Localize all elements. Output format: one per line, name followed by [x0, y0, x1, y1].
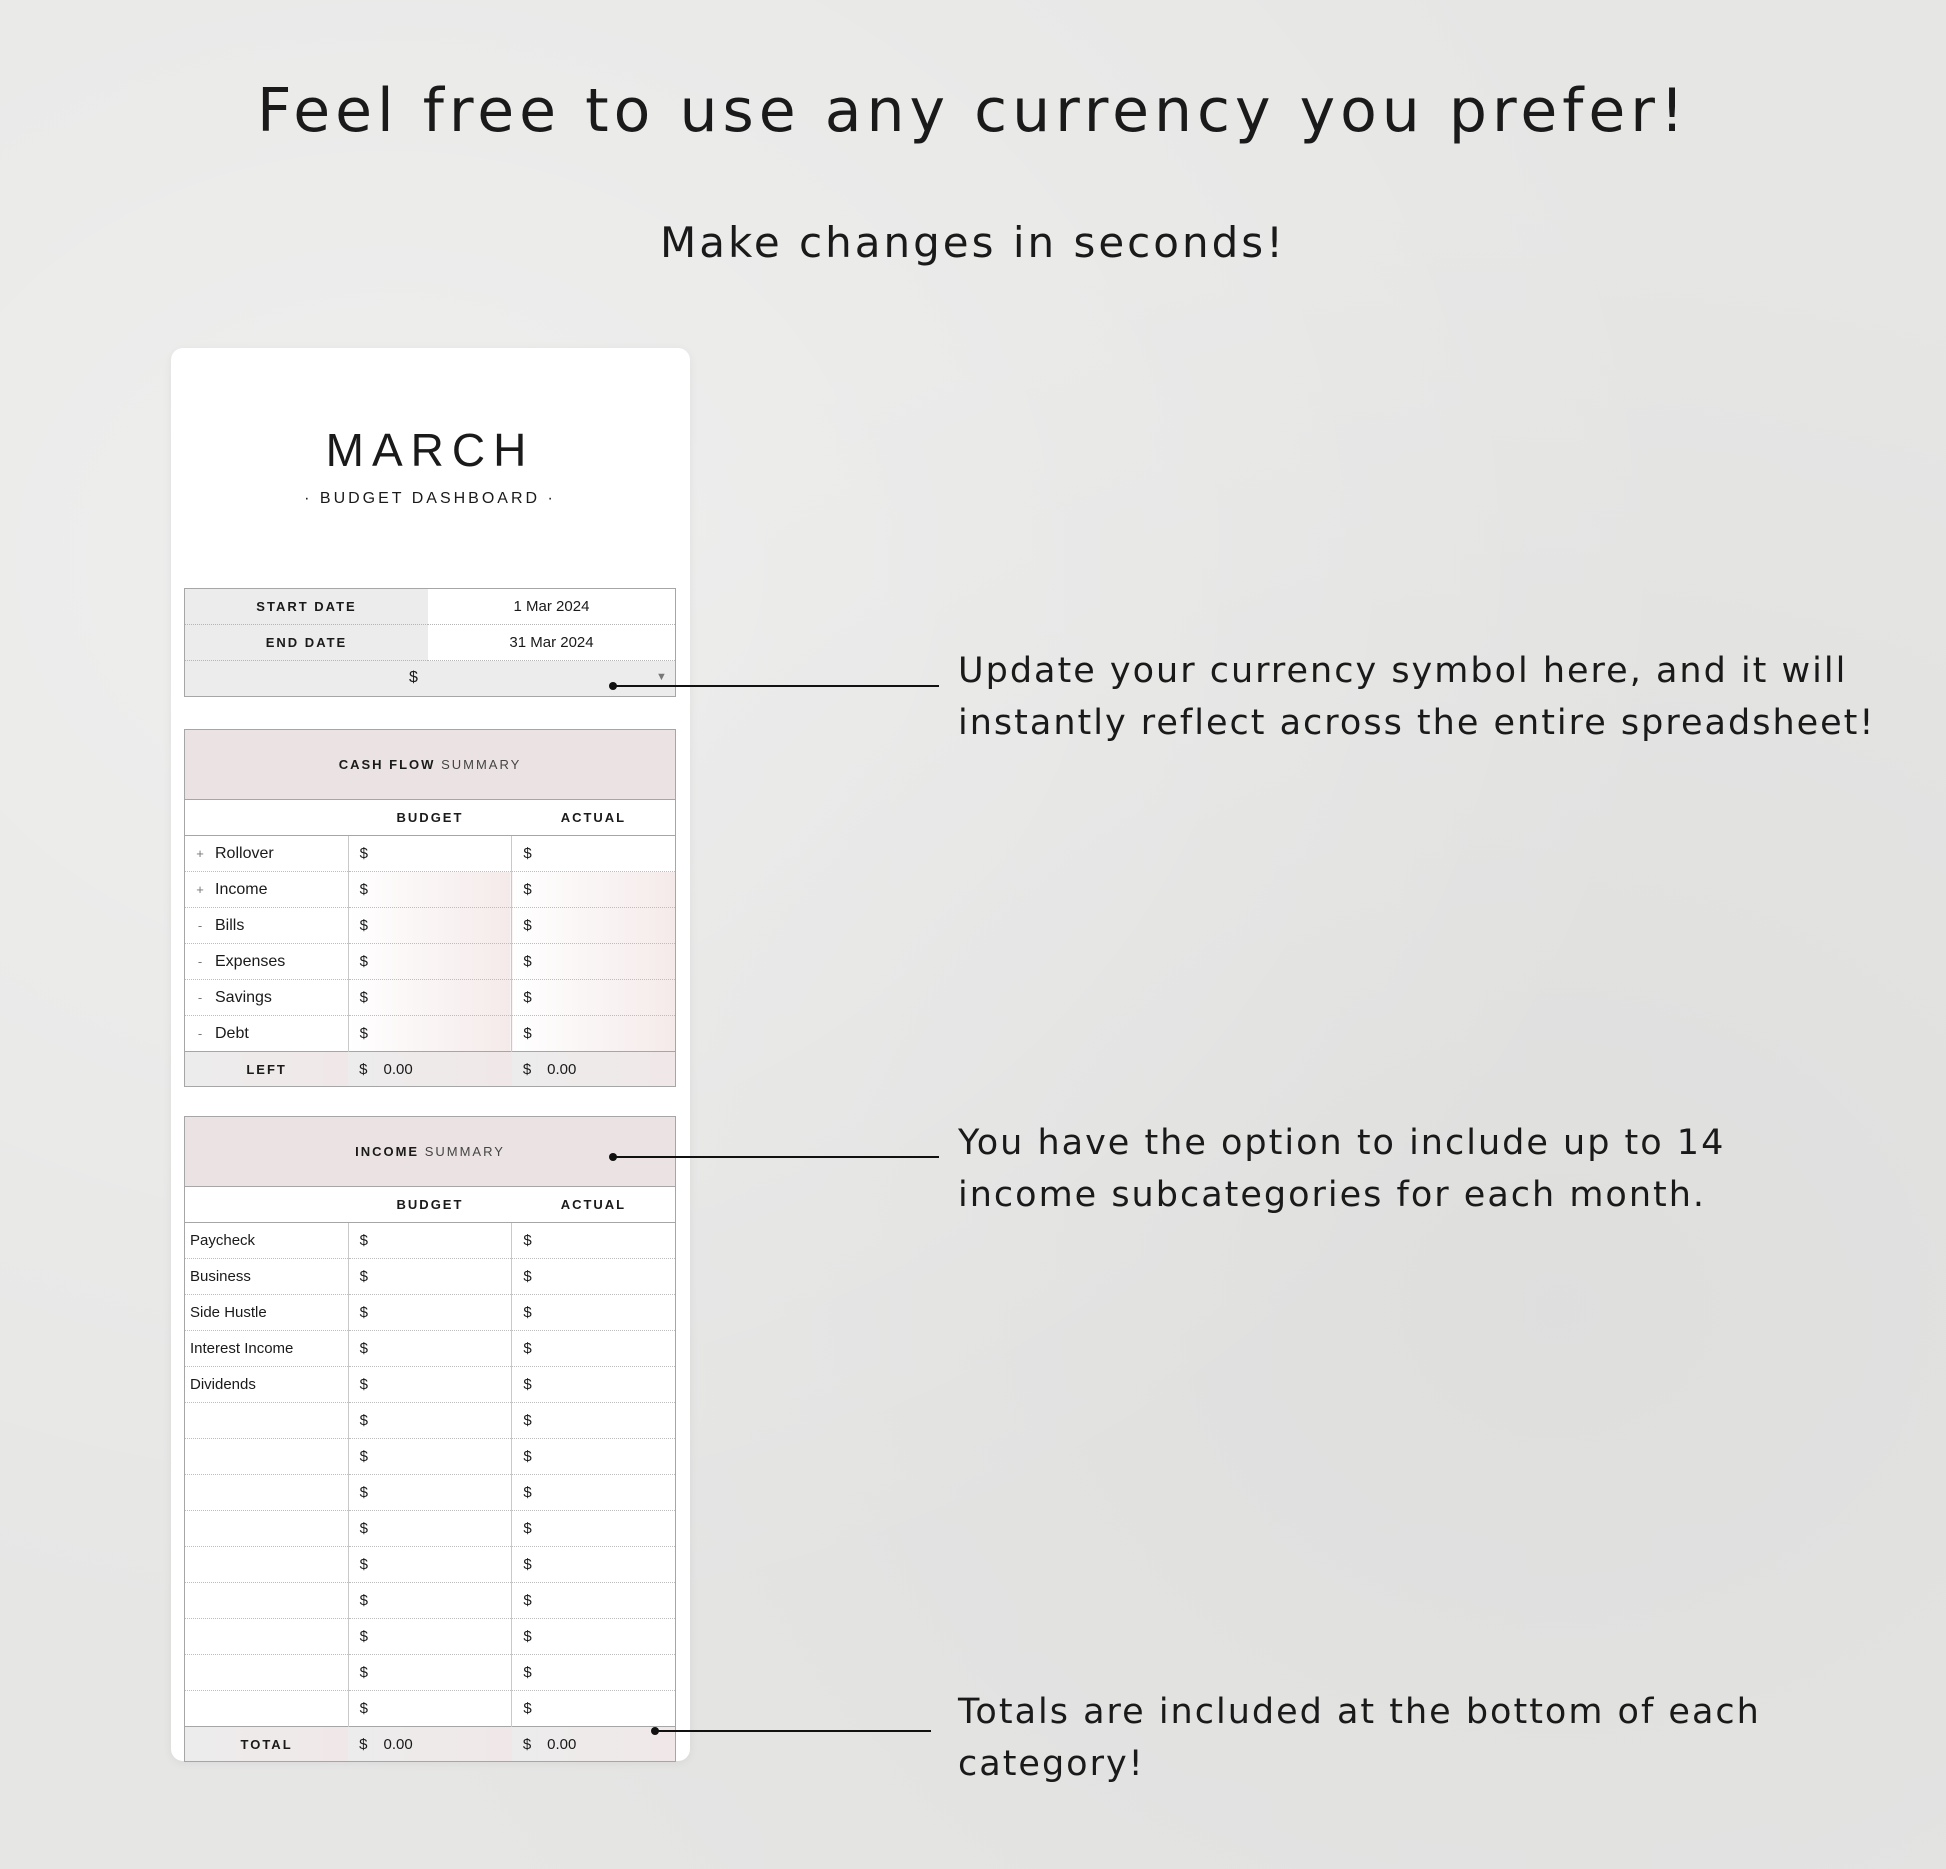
- currency-symbol: $: [523, 1591, 532, 1609]
- income-category-cell[interactable]: [185, 1439, 349, 1475]
- row-label: Side Hustle: [190, 1304, 267, 1321]
- income-column-header: [185, 1187, 676, 1223]
- income-title-light: SUMMARY: [424, 1144, 505, 1159]
- table-row: [185, 1403, 676, 1439]
- table-row: [185, 1367, 676, 1403]
- cash-flow-column-header: [185, 800, 676, 836]
- budget-dashboard-card: [171, 348, 690, 1761]
- sign: -: [197, 917, 203, 933]
- total-actual: 0.00: [547, 1735, 577, 1753]
- income-category-cell[interactable]: [185, 1403, 349, 1439]
- currency-symbol: $: [359, 1060, 368, 1078]
- row-label: Debt: [215, 1024, 249, 1042]
- note-totals: Totals are included at the bottom of each category!: [958, 1692, 1761, 1784]
- currency-symbol: $: [359, 1303, 368, 1321]
- total-budget: 0.00: [383, 1060, 413, 1078]
- callout-line-currency: [613, 685, 939, 687]
- sign: -: [197, 1025, 203, 1041]
- income-category-cell[interactable]: [185, 1655, 349, 1691]
- table-row: [185, 1619, 676, 1655]
- sign: -: [197, 953, 203, 969]
- row-label: Interest Income: [190, 1340, 294, 1357]
- currency-symbol: $: [523, 880, 532, 898]
- currency-symbol: $: [359, 1447, 368, 1465]
- currency-symbol: $: [359, 1519, 368, 1537]
- row-label: [185, 1484, 190, 1501]
- end-date-label: END DATE: [185, 625, 429, 661]
- currency-symbol: $: [359, 1483, 368, 1501]
- budget-cell[interactable]: [348, 1223, 512, 1259]
- actual-cell[interactable]: [512, 1403, 676, 1439]
- note-income: You have the option to include up to 14 income subcategories for each month.: [958, 1123, 1726, 1215]
- currency-symbol: $: [359, 1591, 368, 1609]
- end-date-input[interactable]: 31 Mar 2024: [428, 625, 676, 661]
- table-row: [185, 1475, 676, 1511]
- income-category-cell[interactable]: [185, 1295, 349, 1331]
- table-row: [185, 980, 676, 1016]
- currency-symbol: $: [359, 1663, 368, 1681]
- budget-cell[interactable]: [348, 1655, 512, 1691]
- currency-symbol: $: [523, 1519, 532, 1537]
- cash-flow-title-bold: CASH FLOW: [338, 757, 436, 772]
- start-date-row: [185, 589, 676, 625]
- income-total-row: [185, 1727, 676, 1762]
- col-actual: ACTUAL: [512, 1187, 676, 1223]
- currency-symbol: $: [359, 988, 368, 1006]
- row-label: [185, 1412, 190, 1429]
- currency-symbol: $: [359, 1411, 368, 1429]
- end-date-row: [185, 625, 676, 661]
- start-date-label: START DATE: [185, 589, 429, 625]
- table-row: [185, 1655, 676, 1691]
- budget-cell[interactable]: [348, 1691, 512, 1727]
- table-row: [185, 1691, 676, 1727]
- total-budget: 0.00: [383, 1735, 413, 1753]
- total-actual: 0.00: [547, 1060, 577, 1078]
- currency-symbol: $: [359, 1555, 368, 1573]
- currency-symbol: $: [523, 1375, 532, 1393]
- row-label: Bills: [215, 916, 245, 934]
- table-row: [185, 908, 676, 944]
- currency-symbol: $: [522, 1060, 532, 1078]
- table-row: [185, 1511, 676, 1547]
- currency-symbol: $: [359, 880, 368, 898]
- table-row: [185, 1331, 676, 1367]
- currency-symbol: $: [359, 1231, 368, 1249]
- row-label: [185, 1556, 190, 1573]
- currency-symbol: $: [359, 916, 368, 934]
- actual-cell[interactable]: [512, 1223, 676, 1259]
- income-category-cell[interactable]: [185, 1259, 349, 1295]
- currency-symbol: $: [523, 1699, 532, 1717]
- cash-flow-header: [185, 730, 676, 800]
- currency-symbol: $: [523, 916, 532, 934]
- date-table: [184, 588, 676, 697]
- actual-cell[interactable]: [512, 1475, 676, 1511]
- currency-symbol: $: [523, 952, 532, 970]
- income-category-cell[interactable]: [185, 1367, 349, 1403]
- budget-cell[interactable]: [348, 1331, 512, 1367]
- currency-row: [185, 661, 676, 697]
- income-summary: [184, 1116, 676, 1762]
- cash-flow-title-light: SUMMARY: [441, 757, 522, 772]
- sign: +: [196, 845, 204, 861]
- row-label: [185, 1592, 190, 1609]
- table-row: [185, 1295, 676, 1331]
- row-label: [185, 1520, 190, 1537]
- cash-flow-total-row: [185, 1052, 676, 1087]
- currency-symbol: $: [523, 1555, 532, 1573]
- actual-cell[interactable]: [512, 1259, 676, 1295]
- actual-cell[interactable]: [512, 872, 676, 908]
- table-row: [185, 944, 676, 980]
- currency-symbol: $: [523, 1483, 532, 1501]
- income-category-cell[interactable]: [185, 1475, 349, 1511]
- table-row: [185, 1583, 676, 1619]
- start-date-input[interactable]: 1 Mar 2024: [428, 589, 676, 625]
- note-currency: Update your currency symbol here, and it will instantly reflect across the entire spreadsheet!: [958, 651, 1876, 743]
- currency-symbol: $: [409, 669, 418, 686]
- table-row: [185, 1547, 676, 1583]
- actual-cell[interactable]: [512, 1016, 676, 1052]
- callout-line-totals: [655, 1730, 931, 1732]
- chevron-down-icon[interactable]: ▼: [656, 671, 667, 683]
- currency-symbol: $: [359, 1267, 368, 1285]
- currency-symbol: $: [523, 1024, 532, 1042]
- actual-cell[interactable]: [512, 1583, 676, 1619]
- actual-cell[interactable]: [512, 1619, 676, 1655]
- currency-symbol: $: [523, 1663, 532, 1681]
- budget-cell[interactable]: [348, 1583, 512, 1619]
- currency-symbol: $: [359, 844, 368, 862]
- currency-symbol: $: [359, 1375, 368, 1393]
- col-actual: ACTUAL: [512, 800, 676, 836]
- sign: -: [197, 989, 203, 1005]
- actual-cell[interactable]: [512, 944, 676, 980]
- table-row: [185, 1223, 676, 1259]
- callout-line-income: [613, 1156, 939, 1158]
- currency-symbol: $: [359, 952, 368, 970]
- sign: +: [196, 881, 204, 897]
- total-label: LEFT: [185, 1052, 349, 1087]
- budget-cell[interactable]: [348, 1619, 512, 1655]
- row-label: [185, 1664, 190, 1681]
- row-label: [185, 1700, 190, 1717]
- currency-symbol: $: [359, 1024, 368, 1042]
- dashboard-subtitle: · BUDGET DASHBOARD ·: [304, 490, 556, 507]
- table-row: [185, 1259, 676, 1295]
- currency-symbol: $: [359, 1699, 368, 1717]
- budget-cell[interactable]: [348, 944, 512, 980]
- budget-cell[interactable]: [348, 1511, 512, 1547]
- currency-symbol: $: [359, 1339, 368, 1357]
- currency-symbol: $: [523, 1339, 532, 1357]
- currency-dropdown[interactable]: [185, 661, 676, 697]
- currency-symbol: $: [523, 1231, 532, 1249]
- budget-cell[interactable]: [348, 1295, 512, 1331]
- currency-symbol: $: [523, 1627, 532, 1645]
- actual-cell[interactable]: [512, 980, 676, 1016]
- currency-symbol: $: [523, 844, 532, 862]
- income-category-cell[interactable]: [185, 1223, 349, 1259]
- currency-symbol: $: [523, 1447, 532, 1465]
- actual-cell[interactable]: [512, 1547, 676, 1583]
- budget-cell[interactable]: [348, 1439, 512, 1475]
- currency-symbol: $: [523, 1267, 532, 1285]
- col-budget: BUDGET: [348, 800, 512, 836]
- income-category-cell[interactable]: [185, 1511, 349, 1547]
- cash-flow-summary: [184, 729, 676, 1087]
- headline: Feel free to use any currency you prefer!: [256, 76, 1690, 146]
- budget-cell[interactable]: [348, 1403, 512, 1439]
- subheadline: Make changes in seconds!: [660, 218, 1286, 267]
- budget-cell[interactable]: [348, 1367, 512, 1403]
- actual-cell[interactable]: [512, 836, 676, 872]
- month-title: MARCH: [325, 424, 535, 476]
- budget-cell[interactable]: [348, 1259, 512, 1295]
- table-row: [185, 1016, 676, 1052]
- budget-cell[interactable]: [348, 1547, 512, 1583]
- income-category-cell[interactable]: [185, 1331, 349, 1367]
- row-label: Income: [215, 880, 268, 898]
- currency-symbol: $: [523, 1303, 532, 1321]
- table-row: [185, 1439, 676, 1475]
- currency-symbol: $: [523, 988, 532, 1006]
- actual-cell[interactable]: [512, 1331, 676, 1367]
- income-header: [185, 1117, 676, 1187]
- currency-symbol: $: [522, 1735, 532, 1753]
- row-label: [185, 1448, 190, 1465]
- row-label: Savings: [215, 988, 272, 1006]
- actual-cell[interactable]: [512, 1367, 676, 1403]
- currency-symbol: $: [523, 1411, 532, 1429]
- currency-symbol: $: [359, 1627, 368, 1645]
- row-label: [185, 1628, 190, 1645]
- budget-cell[interactable]: [348, 1475, 512, 1511]
- table-row: [185, 836, 676, 872]
- budget-cell[interactable]: [348, 1016, 512, 1052]
- actual-cell[interactable]: [512, 908, 676, 944]
- actual-cell[interactable]: [512, 1439, 676, 1475]
- income-category-cell[interactable]: [185, 1583, 349, 1619]
- actual-cell[interactable]: [512, 1295, 676, 1331]
- total-label: TOTAL: [185, 1727, 349, 1762]
- budget-cell[interactable]: [348, 872, 512, 908]
- row-label: Rollover: [215, 844, 274, 862]
- budget-cell[interactable]: [348, 836, 512, 872]
- income-category-cell[interactable]: [185, 1691, 349, 1727]
- income-category-cell[interactable]: [185, 1619, 349, 1655]
- budget-cell[interactable]: [348, 908, 512, 944]
- actual-cell[interactable]: [512, 1691, 676, 1727]
- col-budget: BUDGET: [348, 1187, 512, 1223]
- actual-cell[interactable]: [512, 1655, 676, 1691]
- row-label: Paycheck: [190, 1232, 256, 1249]
- income-category-cell[interactable]: [185, 1547, 349, 1583]
- row-label: Expenses: [215, 952, 286, 970]
- actual-cell[interactable]: [512, 1511, 676, 1547]
- currency-symbol: $: [359, 1735, 368, 1753]
- budget-cell[interactable]: [348, 980, 512, 1016]
- income-title-bold: INCOME: [355, 1144, 420, 1159]
- table-row: [185, 872, 676, 908]
- row-label: Dividends: [190, 1376, 256, 1393]
- row-label: Business: [190, 1268, 251, 1285]
